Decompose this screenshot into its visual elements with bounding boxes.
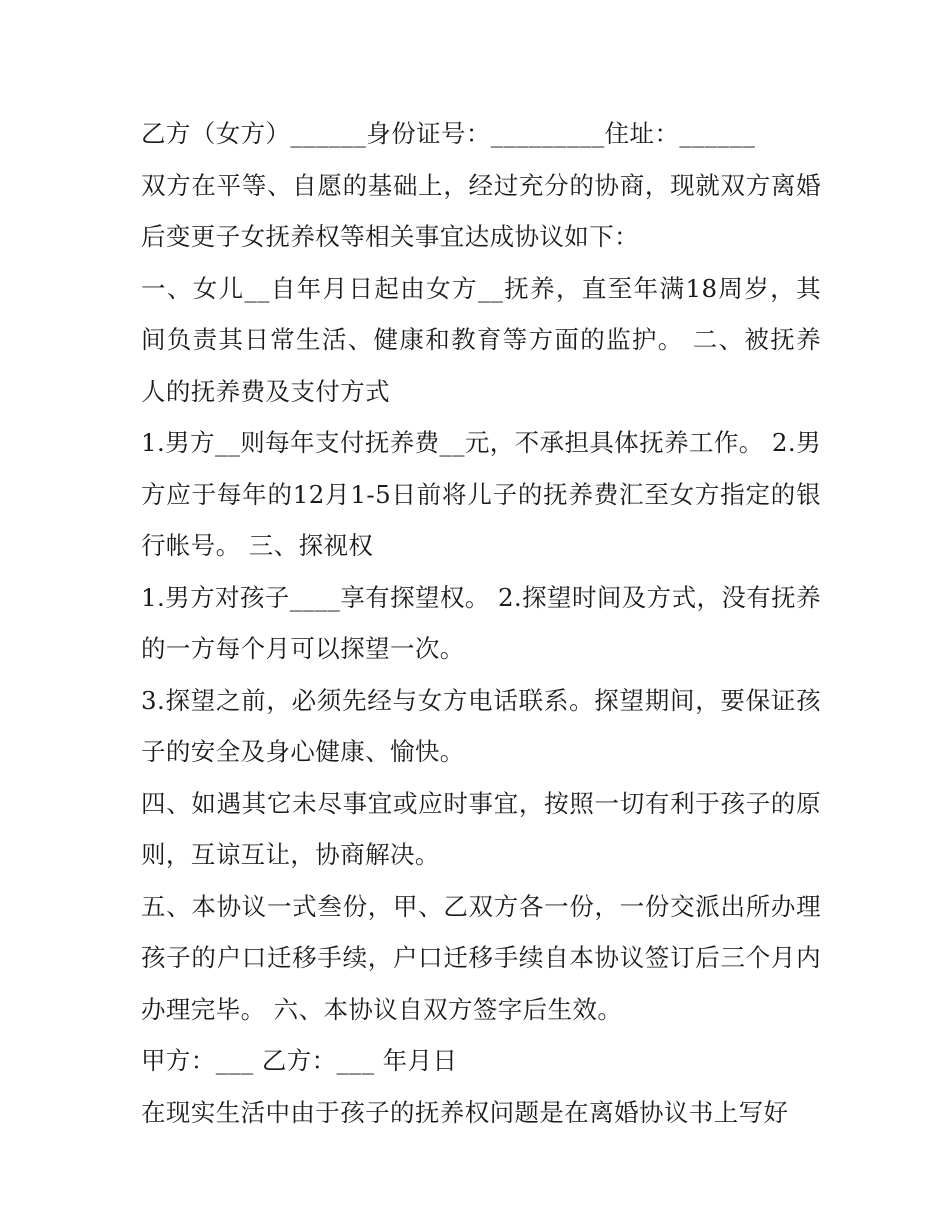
agreement-preamble: 双方在平等、自愿的基础上，经过充分的协商，现就双方离婚后变更子女抚养权等相关事宜达成协议如下：	[141, 170, 821, 251]
party-b-info-line: 乙方（女方）______身份证号：_________住址：______	[141, 119, 756, 148]
clause-copies-effect: 五、本协议一式叁份，甲、乙双方各一份，一份交派出所办理孩子的户口迁移手续，户口迁移手续自本协议签订后三个月内办理完毕。 六、本协议自双方签字后生效。	[141, 891, 821, 1024]
clause-visitation-rights: 1.男方对孩子____享有探望权。 2.探望时间及方式，没有抚养的一方每个月可以探望一次。	[141, 582, 821, 663]
trailing-paragraph: 在现实生活中由于孩子的抚养权问题是在离婚协议书上写好	[141, 1097, 789, 1127]
signature-line: 甲方：___ 乙方：___ 年月日	[141, 1046, 458, 1075]
document-body	[141, 108, 821, 1138]
clause-other-matters: 四、如遇其它未尽事宜或应时事宜，按照一切有利于孩子的原则，互谅互让，协商解决。	[141, 788, 821, 869]
clause-visitation-notice: 3.探望之前，必须先经与女方电话联系。探望期间，要保证孩子的安全及身心健康、愉快。	[141, 685, 821, 766]
clause-custody: 一、女儿__自年月日起由女方__抚养，直至年满18周岁，其间负责其日常生活、健康和教育等方面的监护。 二、被抚养人的抚养费及支付方式	[141, 273, 821, 406]
clause-support-payment: 1.男方__则每年支付抚养费__元，不承担具体抚养工作。 2.男方应于每年的12月1-5日前将儿子的抚养费汇至女方指定的银行帐号。 三、探视权	[141, 428, 821, 560]
